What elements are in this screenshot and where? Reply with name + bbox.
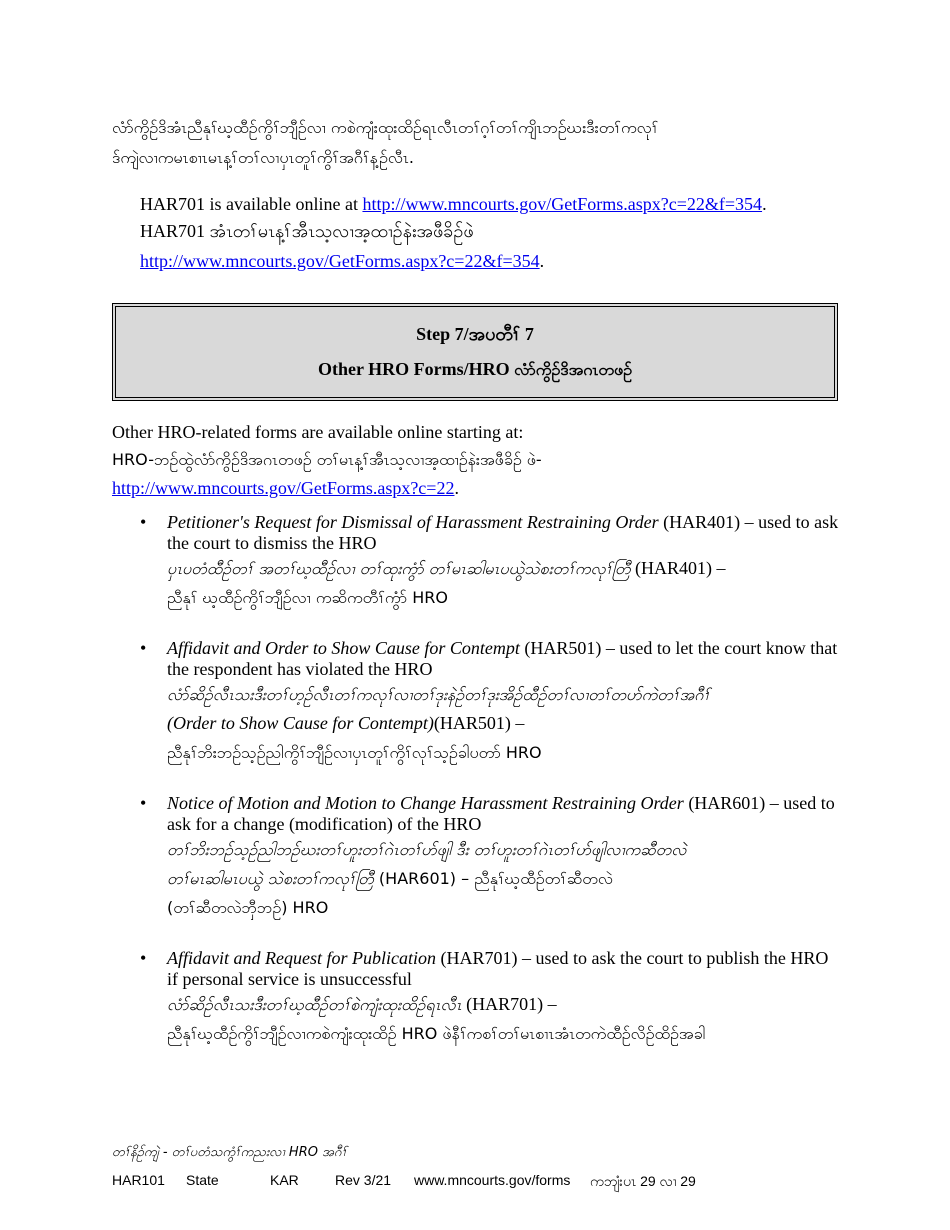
- footer-row: [112, 1172, 832, 1190]
- other-forms-english: Other HRO-related forms are available online starting at:: [112, 422, 524, 442]
- footer-page-number: ကဘျံးပၤ 29 လၢ 29: [590, 1173, 696, 1189]
- other-forms-karen: HRO-ဘဉ်ထွဲလံာ်ကွိဉ်ဒိအဂၤတဖဉ် တၢ်မၤန့ၢ်အီၤသ့လၢအ့ထၢဉ်နဲးအဖီခိဉ် ဖဲ-: [112, 450, 542, 469]
- har701-availability: [140, 191, 840, 275]
- other-forms-paragraph: [112, 418, 852, 502]
- bullet-icon: •: [140, 793, 147, 813]
- footer-website: www.mncourts.gov/forms: [414, 1172, 571, 1188]
- other-forms-link[interactable]: http://www.mncourts.gov/GetForms.aspx?c=22: [112, 478, 455, 498]
- step-7-header-box: [112, 303, 838, 401]
- bullet-icon: •: [140, 638, 147, 658]
- footer-revision: Rev 3/21: [335, 1172, 392, 1188]
- list-item: • Affidavit and Order to Show Cause for Contempt (HAR501) – used to let the court know that the respondent has violated the HRO လံာ်ဆိဉ်လီၤသးဒီးတၢ်ဟ့ဉ်လီၤတၢ်ကလုၢ်လၢတၢ်ဒုးနဲဉ်တၢ်ဒုးအိဉ်ထီဉ်တၢ်လၢတၢ်တဟ်ကဲတၢ်အဂီၢ် (Order to Show Cause for Contempt)(HAR501) – ညီနုၢ်ဘိးဘဉ်သ့ဉ်ညါကွိၢ်ဘျီဉ်လၢပှၤတူၢ်ကွိၢ်လုၢ်သ့ဉ်ခါပတာ် HRO: [140, 638, 838, 762]
- list-item: • Notice of Motion and Motion to Change Harassment Restraining Order (HAR601) – used to ask for a change (modification) of the HRO တၢ်ဘိးဘဉ်သ့ဉ်ညါဘဉ်ဃးတၢ်ဟူးတၢ်ဂဲၤတၢ်ဟ်ဖျါ ဒီး တၢ်ဟူးတၢ်ဂဲၤတၢ်ဟ်ဖျါလၢကဆီတလဲ တၢ်မၤဆါမၤပယွဲ သဲစးတၢ်ကလုၢ်တြီ (HAR601) – ညီနုၢ်ဃ့ထီဉ်တၢ်ဆီတလဲ (တၢ်ဆီတလဲဘှီဘဉ်) HRO: [140, 793, 835, 917]
- har701-link[interactable]: http://www.mncourts.gov/GetForms.aspx?c=22&f=354: [362, 194, 763, 214]
- footer-state: State: [186, 1172, 219, 1188]
- other-forms-link-line: http://www.mncourts.gov/GetForms.aspx?c=22.: [112, 478, 459, 498]
- list-item: • Petitioner's Request for Dismissal of Harassment Restraining Order (HAR401) – used to ask the court to dismiss the HRO ပှၤပတံထီဉ်တၢ် အတၢ်ဃ့ထီဉ်လၢ တၢ်ထုးကွံာ် တၢ်မၤဆါမၤပယွဲသဲစးတၢ်ကလုၢ်တြီ (HAR401) – ညီနုၢ် ဃ့ထီဉ်ကွိၢ်ဘျီဉ်လၢ ကဆိကတီၢ်ကွံာ် HRO: [140, 512, 839, 607]
- footer-language: KAR: [270, 1172, 299, 1188]
- footer-title: တၢ်နိဉ်ကျဲ - တၢ်ပတံသကွံၢ်ကညးလၢ HRO အဂီၢ်: [112, 1145, 347, 1160]
- footer-form-id: HAR101: [112, 1172, 165, 1188]
- bullet-icon: •: [140, 948, 147, 968]
- step-7-subtitle: Other HRO Forms/HRO လံာ်ကွိဉ်ဒိအဂၤတဖဉ်: [317, 359, 633, 379]
- har701-english-line: HAR701 is available online at http://www.mncourts.gov/GetForms.aspx?c=22&f=354.: [140, 194, 767, 214]
- step-7-title: Step 7/အပတီၢ် 7: [416, 324, 534, 344]
- forms-list: [140, 512, 840, 1074]
- intro-line-2: ဒ်ကျဲလၢကမၤစၢၤမၤန့ၢ်တၢ်လၢပှၤတူၢ်ကွိၢ်အဂီၢ်န့ဉ်လီၤ.: [112, 148, 414, 167]
- intro-karen-paragraph: [112, 113, 842, 173]
- har701-karen-link-line: http://www.mncourts.gov/GetForms.aspx?c=22&f=354.: [140, 251, 545, 271]
- bullet-icon: •: [140, 512, 147, 532]
- intro-line-1: လံာ်ကွိဉ်ဒိအံၤညီနုၢ်ဃ့ထီဉ်ကွိၢ်ဘျီဉ်လၢ ကစဲကျံးထုးထိဉ်ရၤလီၤတၢ်ဂ့ၢ်တၢ်ကျိၤဘဉ်ဃးဒီးတၢ်ကလုၢ်: [112, 118, 659, 137]
- har701-karen-line: HAR701 အံၤတၢ်မၤန့ၢ်အီၤသ့လၢအ့ထၢဉ်နဲးအဖီခိဉ်ဖဲ: [140, 221, 474, 241]
- har701-karen-link[interactable]: http://www.mncourts.gov/GetForms.aspx?c=22&f=354: [140, 251, 540, 271]
- list-item: • Affidavit and Request for Publication (HAR701) – used to ask the court to publish the HRO if personal service is unsuccessful လံာ်ဆိဉ်လီၤသးဒီးတၢ်ဃ့ထီဉ်တၢ်စဲကျံးထုးထိဉ်ရၤလီၤ (HAR701) – ညီနုၢ်ဃ့ထီဉ်ကွိၢ်ဘျီဉ်လၢကစဲကျံးထုးထိဉ် HRO ဖဲနီၢ်ကစၢ်တၢ်မၤစၢၤအံၤတကဲထီဉ်လိဉ်ထိဉ်အခါ: [140, 948, 829, 1043]
